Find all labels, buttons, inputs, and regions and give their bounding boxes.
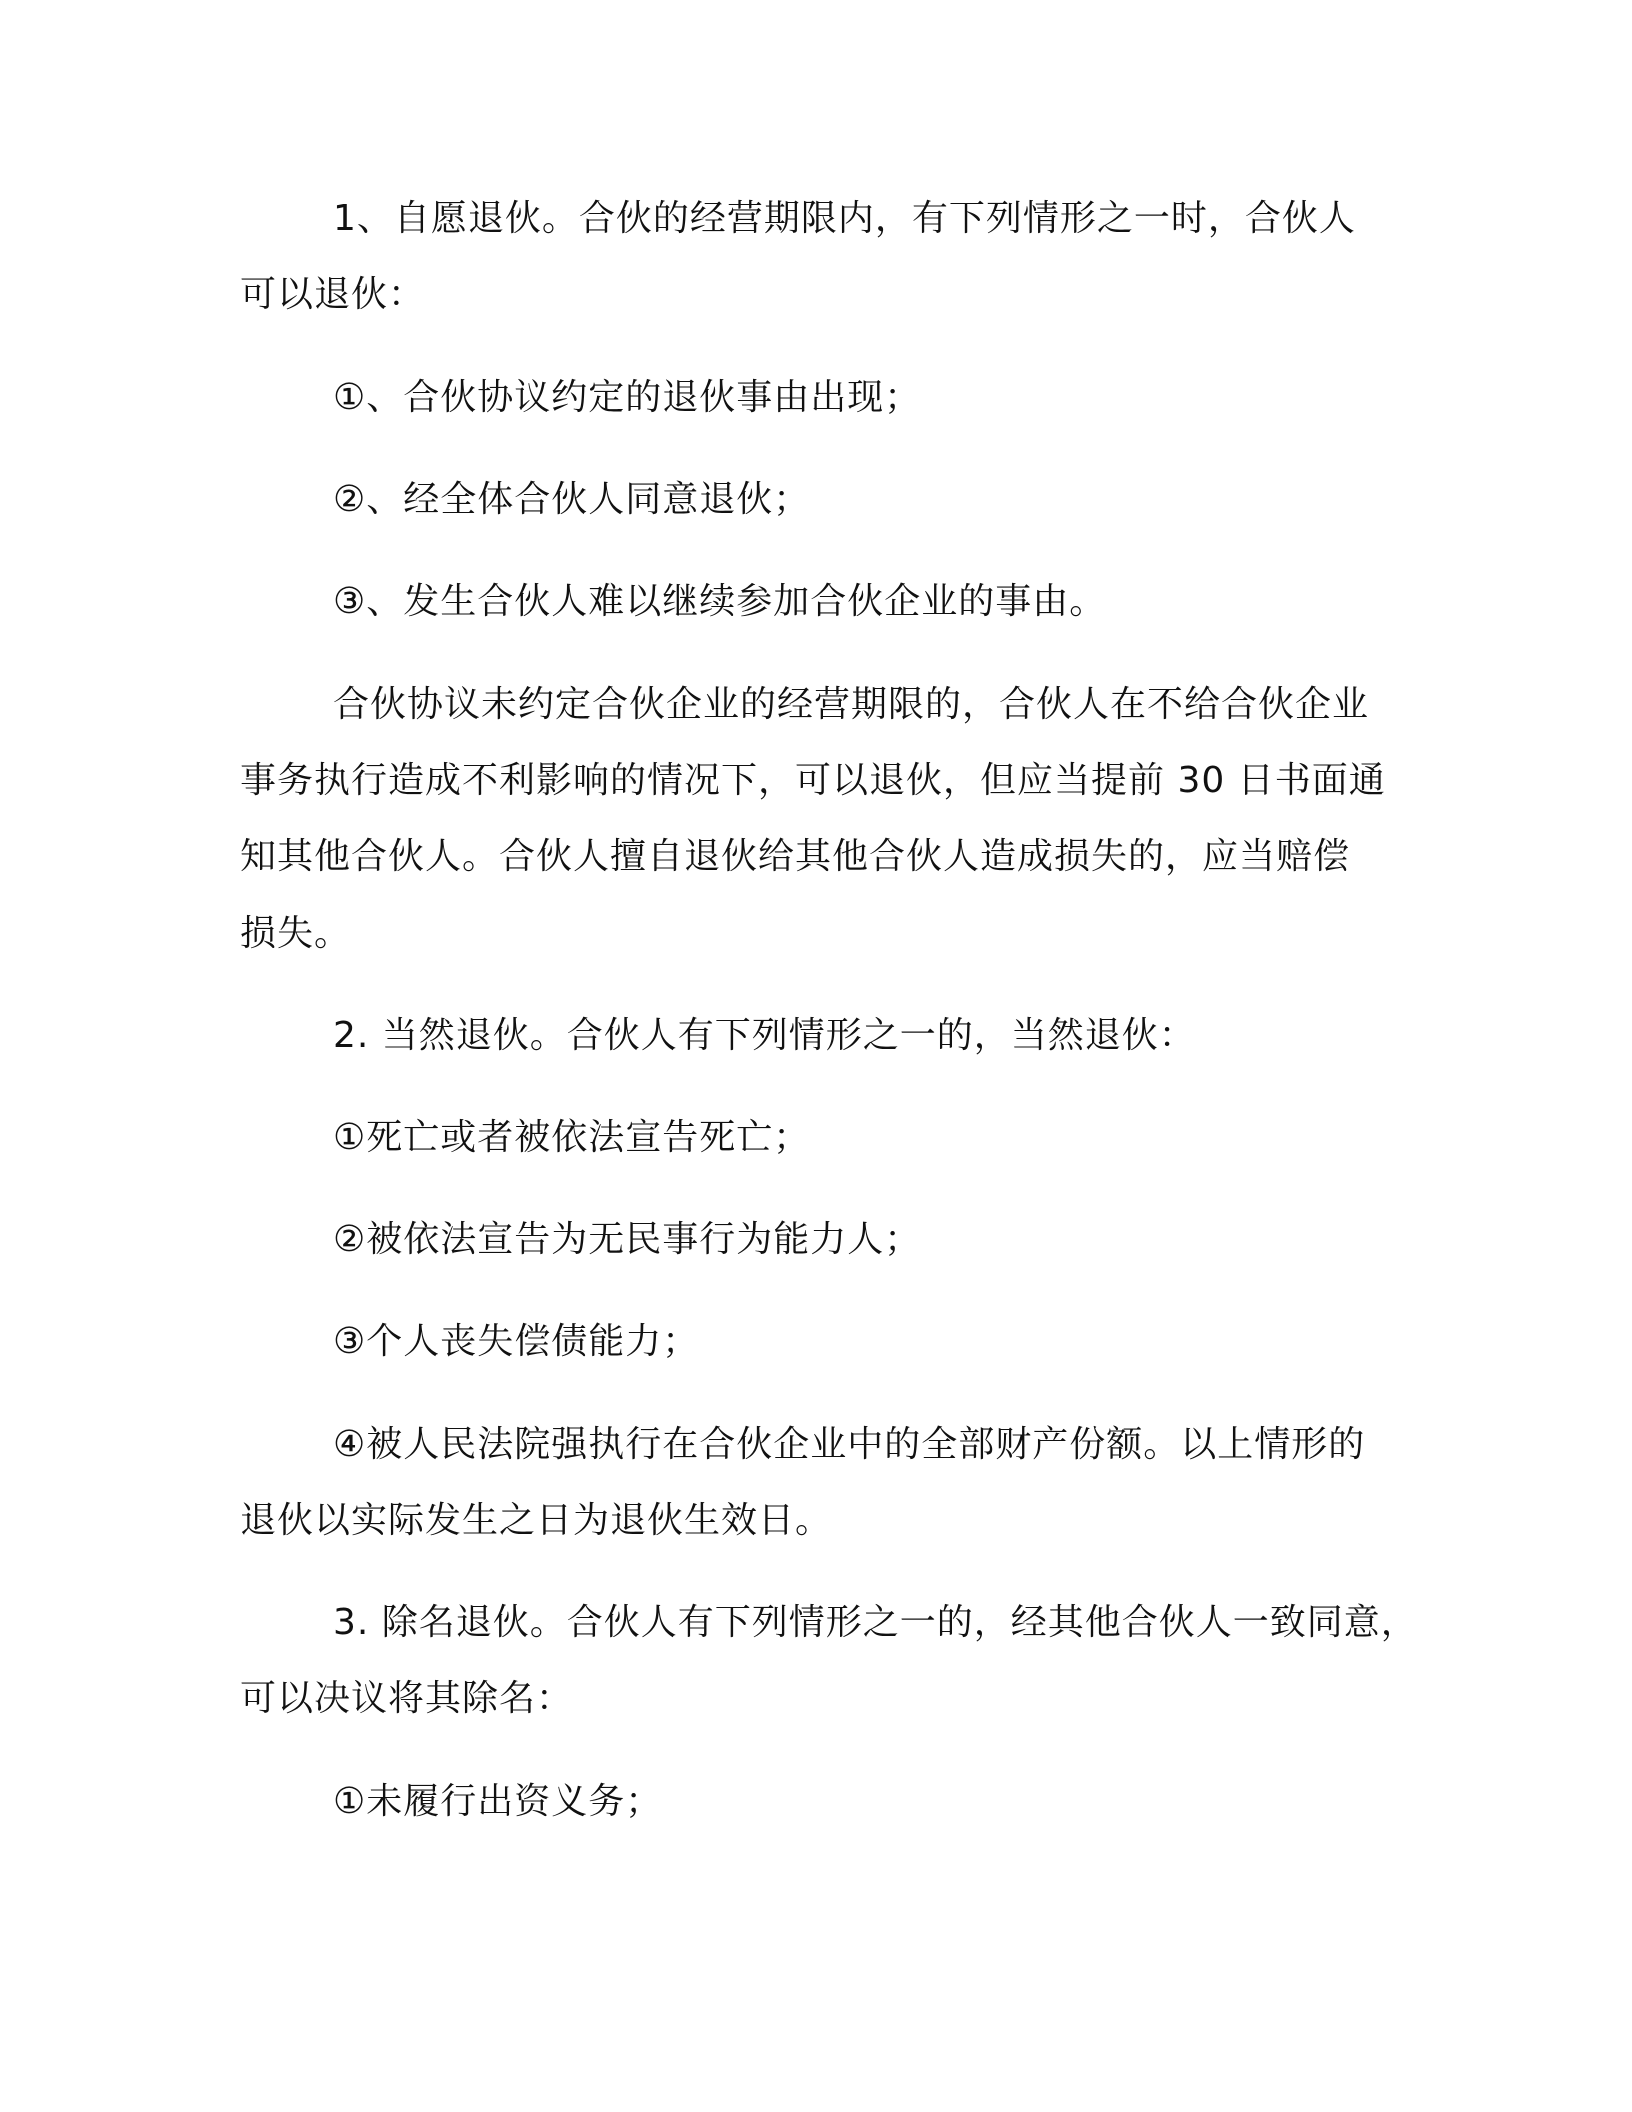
paragraph-expulsion-line-1: 3. 除名退伙。合伙人有下列情形之一的，经其他合伙人一致同意， — [333, 1602, 1418, 1643]
paragraph-voluntary-withdrawal-line-2: 可以退伙： — [240, 274, 426, 315]
paragraph-no-term-line-3: 知其他合伙人。合伙人擅自退伙给其他合伙人造成损失的，应当赔偿 — [240, 836, 1351, 877]
paragraph-expulsion-line-2: 可以决议将其除名： — [240, 1678, 574, 1719]
paragraph-voluntary-withdrawal-line-1: 1、自愿退伙。合伙的经营期限内，有下列情形之一时，合伙人 — [333, 198, 1356, 239]
list-item-automatic-1: ①死亡或者被依法宣告死亡； — [333, 1117, 811, 1158]
paragraph-automatic-withdrawal: 2. 当然退伙。合伙人有下列情形之一的，当然退伙： — [333, 1015, 1196, 1056]
list-item-automatic-4-line-2: 退伙以实际发生之日为退伙生效日。 — [240, 1500, 833, 1541]
list-item-voluntary-3: ③、发生合伙人难以继续参加合伙企业的事由。 — [333, 581, 1107, 622]
paragraph-no-term-line-4: 损失。 — [240, 913, 352, 954]
paragraph-no-term-line-2: 事务执行造成不利影响的情况下，可以退伙，但应当提前 30 日书面通 — [240, 760, 1386, 801]
paragraph-no-term-line-1: 合伙协议未约定合伙企业的经营期限的，合伙人在不给合伙企业 — [333, 684, 1370, 725]
list-item-expulsion-1: ①未履行出资义务； — [333, 1781, 663, 1822]
list-item-voluntary-1: ①、合伙协议约定的退伙事由出现； — [333, 377, 922, 418]
list-item-automatic-2: ②被依法宣告为无民事行为能力人； — [333, 1219, 922, 1260]
list-item-automatic-3: ③个人丧失偿债能力； — [333, 1321, 700, 1362]
list-item-voluntary-2: ②、经全体合伙人同意退伙； — [333, 479, 811, 520]
list-item-automatic-4-line-1: ④被人民法院强执行在合伙企业中的全部财产份额。以上情形的 — [333, 1424, 1366, 1465]
